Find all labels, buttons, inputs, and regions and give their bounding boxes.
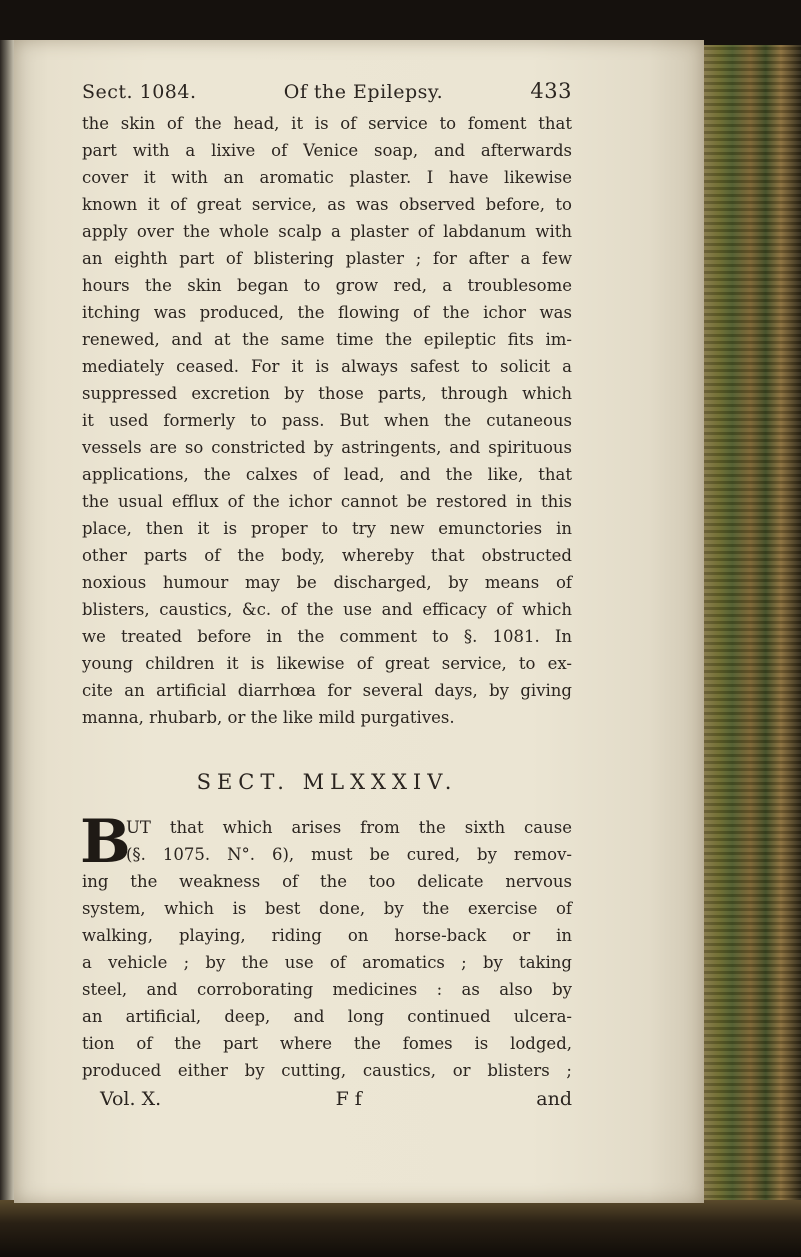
text-line: tion of the part where the fomes is lodged, bbox=[82, 1034, 572, 1053]
text-line: young children it is likewise of great service, to ex- bbox=[82, 654, 572, 673]
text-line: other parts of the body, whereby that obstructed bbox=[82, 546, 572, 565]
text-line: itching was produced, the flowing of the ichor was bbox=[82, 303, 572, 322]
text-line: apply over the whole scalp a plaster of labdanum with bbox=[82, 222, 572, 241]
text-line: walking, playing, riding on horse-back or in bbox=[82, 926, 572, 945]
text-line: the skin of the head, it is of service to foment that bbox=[82, 114, 572, 133]
book-bottom-edge bbox=[0, 1200, 801, 1257]
text-line: an eighth part of blistering plaster ; for after a few bbox=[82, 249, 572, 268]
text-line: an artificial, deep, and long continued ulcera- bbox=[82, 1007, 572, 1026]
paragraph-1 bbox=[82, 110, 572, 731]
signature-mark: F f bbox=[335, 1088, 362, 1110]
text-line: mediately ceased. For it is always safest to solicit a bbox=[82, 357, 572, 376]
volume-label: Vol. X. bbox=[100, 1088, 162, 1110]
text-line: the usual efflux of the ichor cannot be restored in this bbox=[82, 492, 572, 511]
section-number: Sect. 1084. bbox=[82, 81, 197, 103]
text-line: system, which is best done, by the exercise of bbox=[82, 899, 572, 918]
text-line: steel, and corroborating medicines : as also by bbox=[82, 980, 572, 999]
text-line: produced either by cutting, caustics, or blisters ; bbox=[82, 1061, 572, 1080]
running-title: Of the Epilepsy. bbox=[283, 81, 444, 103]
text-line: UT that which arises from the sixth cause bbox=[126, 818, 572, 837]
drop-cap: B bbox=[80, 807, 131, 877]
text-line: place, then it is proper to try new emunctories in bbox=[82, 519, 572, 538]
text-line: blisters, caustics, &c. of the use and efficacy of which bbox=[82, 600, 572, 619]
section-heading: SECT. MLXXXIV. bbox=[196, 770, 458, 794]
text-line: we treated before in the comment to §. 1081. In bbox=[82, 627, 572, 646]
text-line: renewed, and at the same time the epileptic fits im- bbox=[82, 330, 572, 349]
paragraph-2 bbox=[80, 807, 572, 1084]
text-line: a vehicle ; by the use of aromatics ; by taking bbox=[82, 953, 572, 972]
text-line: manna, rhubarb, or the like mild purgatives. bbox=[82, 708, 455, 727]
text-line: cover it with an aromatic plaster. I have likewise bbox=[82, 168, 572, 187]
text-line: suppressed excretion by those parts, through which bbox=[82, 384, 572, 403]
text-line: (§. 1075. N°. 6), must be cured, by remov- bbox=[126, 845, 572, 864]
page-number: 433 bbox=[530, 79, 572, 103]
page-footer bbox=[82, 1086, 572, 1113]
catchword: and bbox=[536, 1088, 572, 1110]
text-line: cite an artificial diarrhœa for several days, by giving bbox=[82, 681, 572, 700]
text-line: applications, the calxes of lead, and the like, that bbox=[82, 465, 572, 484]
text-line: it used formerly to pass. But when the cutaneous bbox=[82, 411, 572, 430]
book-fore-edge bbox=[700, 45, 801, 1205]
text-line: hours the skin began to grow red, a troublesome bbox=[82, 276, 572, 295]
text-line: part with a lixive of Venice soap, and afterwards bbox=[82, 141, 572, 160]
text-line: noxious humour may be discharged, by means of bbox=[82, 573, 572, 592]
running-head bbox=[82, 78, 572, 106]
text-line: known it of great service, as was observed before, to bbox=[82, 195, 572, 214]
text-line: vessels are so constricted by astringents, and spirituous bbox=[82, 438, 572, 457]
text-line: ing the weakness of the too delicate nervous bbox=[82, 872, 572, 891]
page-text bbox=[82, 78, 572, 1113]
